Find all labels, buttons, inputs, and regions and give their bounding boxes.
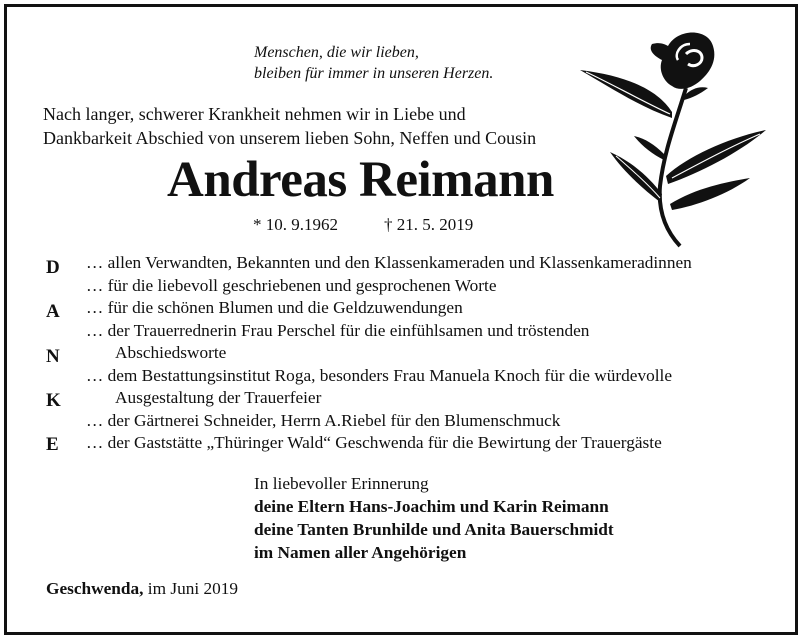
thanks-line: … der Gärtnerei Schneider, Herrn A.Riebel für den Blumenschmuck	[86, 410, 561, 430]
danke-letter-a: A	[46, 301, 60, 322]
place-date: im Juni 2019	[147, 579, 239, 598]
signature-parents: deine Eltern Hans-Joachim und Karin Reimann	[254, 497, 609, 516]
thanks-line-continuation: Abschiedsworte	[115, 343, 227, 362]
intro-text	[43, 102, 536, 150]
danke-letter-e: E	[46, 434, 59, 455]
death-date: † 21. 5. 2019	[384, 215, 474, 234]
memory-intro: In liebevoller Erinnerung	[254, 474, 429, 493]
life-dates	[253, 214, 473, 236]
thanks-line: … allen Verwandten, Bekannten und den Klassenkameraden und Klassenkameradinnen	[86, 253, 692, 272]
rose-silhouette-icon	[568, 26, 768, 248]
thanks-line: … dem Bestattungsinstitut Roga, besonders Frau Manuela Knoch für die würdevolle	[86, 365, 673, 385]
motto-line-2: bleiben für immer in unseren Herzen.	[254, 65, 494, 82]
danke-letter-k: K	[46, 390, 61, 411]
motto	[254, 42, 493, 84]
signature-aunts: deine Tanten Brunhilde und Anita Bauerschmidt	[254, 520, 614, 539]
birth-date: * 10. 9.1962	[253, 215, 338, 234]
intro-line-2: Dankbarkeit Abschied von unserem lieben Sohn, Neffen und Cousin	[43, 128, 537, 148]
intro-line-1: Nach langer, schwerer Krankheit nehmen wir in Liebe und	[43, 104, 466, 124]
danke-letter-n: N	[46, 346, 60, 367]
memorial-signature	[254, 472, 614, 564]
thanks-list	[86, 252, 692, 455]
thanks-line: … für die schönen Blumen und die Geldzuwendungen	[86, 298, 463, 317]
motto-line-1: Menschen, die wir lieben,	[254, 44, 419, 61]
deceased-name: Andreas Reimann	[167, 152, 554, 208]
place-town: Geschwenda,	[46, 579, 144, 598]
place-and-date	[46, 578, 238, 600]
signature-relatives: im Namen aller Angehörigen	[254, 543, 467, 562]
thanks-line-continuation: Ausgestaltung der Trauerfeier	[115, 388, 322, 407]
danke-letter-d: D	[46, 257, 60, 278]
thanks-line: … der Trauerrednerin Frau Perschel für die einfühlsamen und tröstenden	[86, 320, 590, 340]
thanks-line: … für die liebevoll geschriebenen und gesprochenen Worte	[86, 275, 497, 295]
thanks-line: … der Gaststätte „Thüringer Wald“ Geschwenda für die Bewirtung der Trauergäste	[86, 433, 662, 452]
